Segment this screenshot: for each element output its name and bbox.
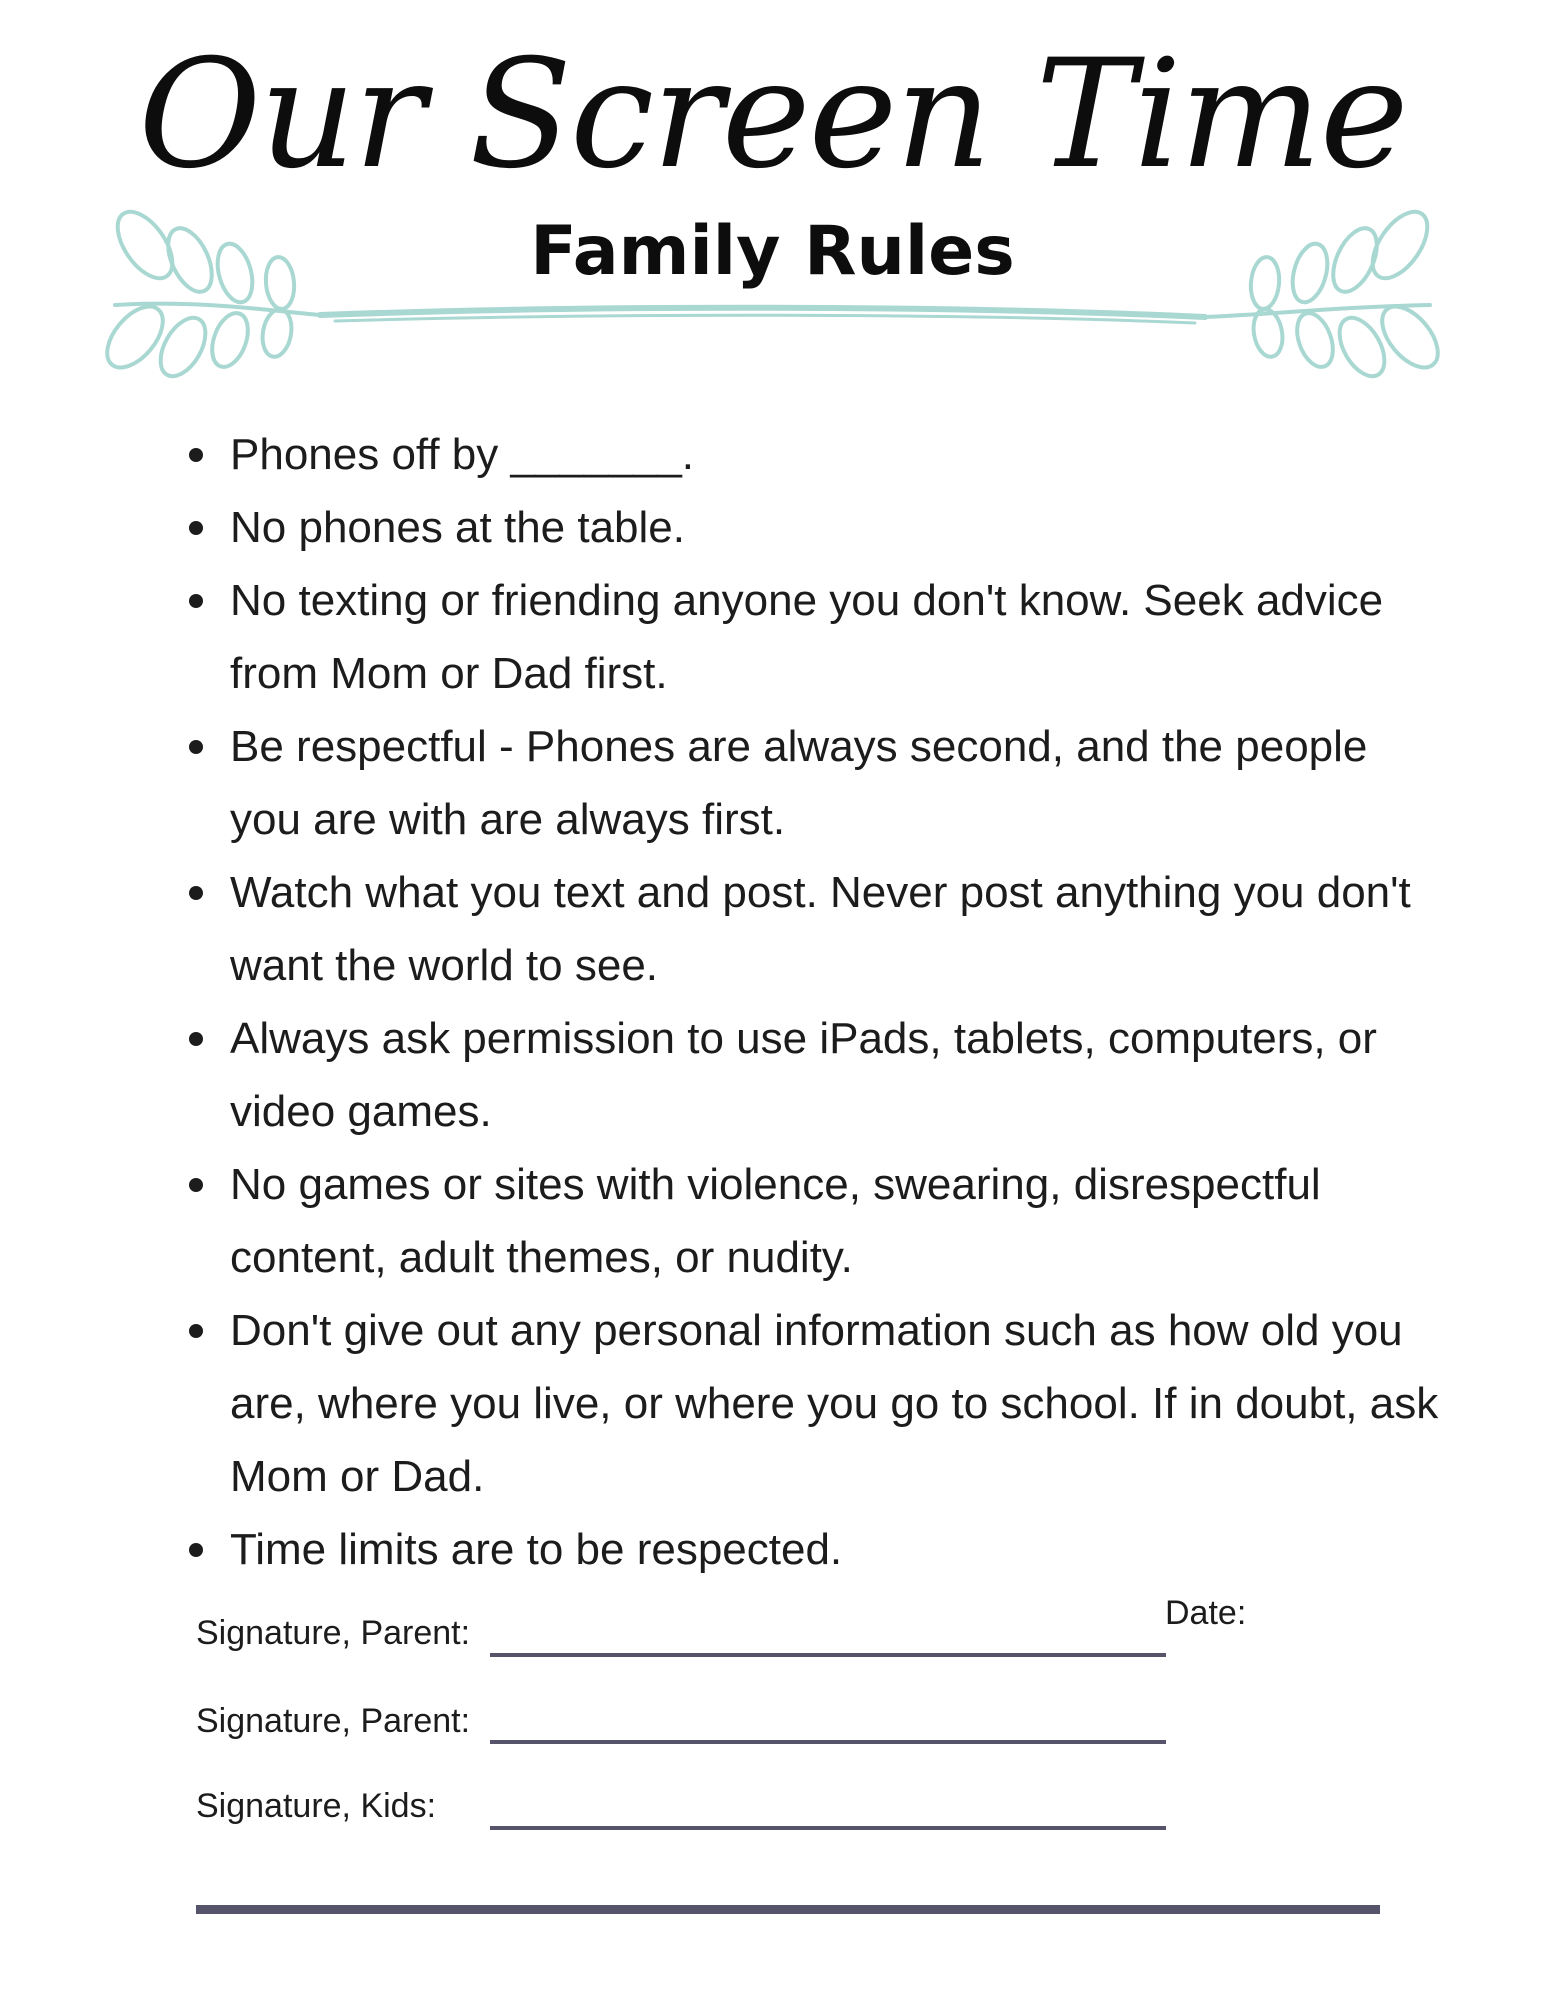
rule-text: No games or sites with violence, swearing, disrespectful content, adult themes, or nudity. xyxy=(230,1160,1321,1282)
signature-parent-1-line[interactable] xyxy=(490,1653,1166,1657)
rule-item xyxy=(185,491,1445,564)
rule-text: Phones off by _______. xyxy=(230,430,695,479)
bullet-icon xyxy=(189,1324,203,1338)
rule-item xyxy=(185,1513,1445,1586)
signature-parent-2-label: Signature, Parent: xyxy=(196,1702,471,1740)
bullet-icon xyxy=(189,1178,203,1192)
rule-item xyxy=(185,856,1445,1002)
rule-item xyxy=(185,1294,1445,1513)
rule-text: No texting or friending anyone you don't know. Seek advice from Mom or Dad first. xyxy=(230,576,1384,698)
bullet-icon xyxy=(189,740,203,754)
bullet-icon xyxy=(189,594,203,608)
rule-item xyxy=(185,710,1445,856)
rule-item xyxy=(185,1002,1445,1148)
rule-text: Don't give out any personal information such as how old you are, where you live, or where you go to school. If in doubt, ask Mom or Dad. xyxy=(230,1306,1439,1501)
rule-text: Watch what you text and post. Never post anything you don't want the world to see. xyxy=(230,868,1411,990)
bullet-icon xyxy=(189,448,203,462)
bullet-icon xyxy=(189,1543,203,1557)
rules-list xyxy=(185,418,1445,1586)
signature-parent-2-line[interactable] xyxy=(490,1740,1166,1744)
rule-text: Time limits are to be respected. xyxy=(230,1525,843,1574)
bullet-icon xyxy=(189,521,203,535)
rule-text: Be respectful - Phones are always second, and the people you are with are always first. xyxy=(230,722,1368,844)
bullet-icon xyxy=(189,886,203,900)
signature-parent-1-label: Signature, Parent: xyxy=(196,1614,471,1652)
signature-kids-line[interactable] xyxy=(490,1826,1166,1830)
signature-kids-label: Signature, Kids: xyxy=(196,1787,437,1825)
bottom-divider xyxy=(196,1905,1380,1914)
rule-item xyxy=(185,418,1445,491)
date-label: Date: xyxy=(1165,1594,1247,1632)
page-subtitle: Family Rules xyxy=(530,212,1015,291)
page-title: Our Screen Time xyxy=(138,28,1407,202)
rule-text: No phones at the table. xyxy=(230,503,685,552)
rule-item xyxy=(185,1148,1445,1294)
bullet-icon xyxy=(189,1032,203,1046)
rule-text: Always ask permission to use iPads, tablets, computers, or video games. xyxy=(230,1014,1377,1136)
rule-item xyxy=(185,564,1445,710)
